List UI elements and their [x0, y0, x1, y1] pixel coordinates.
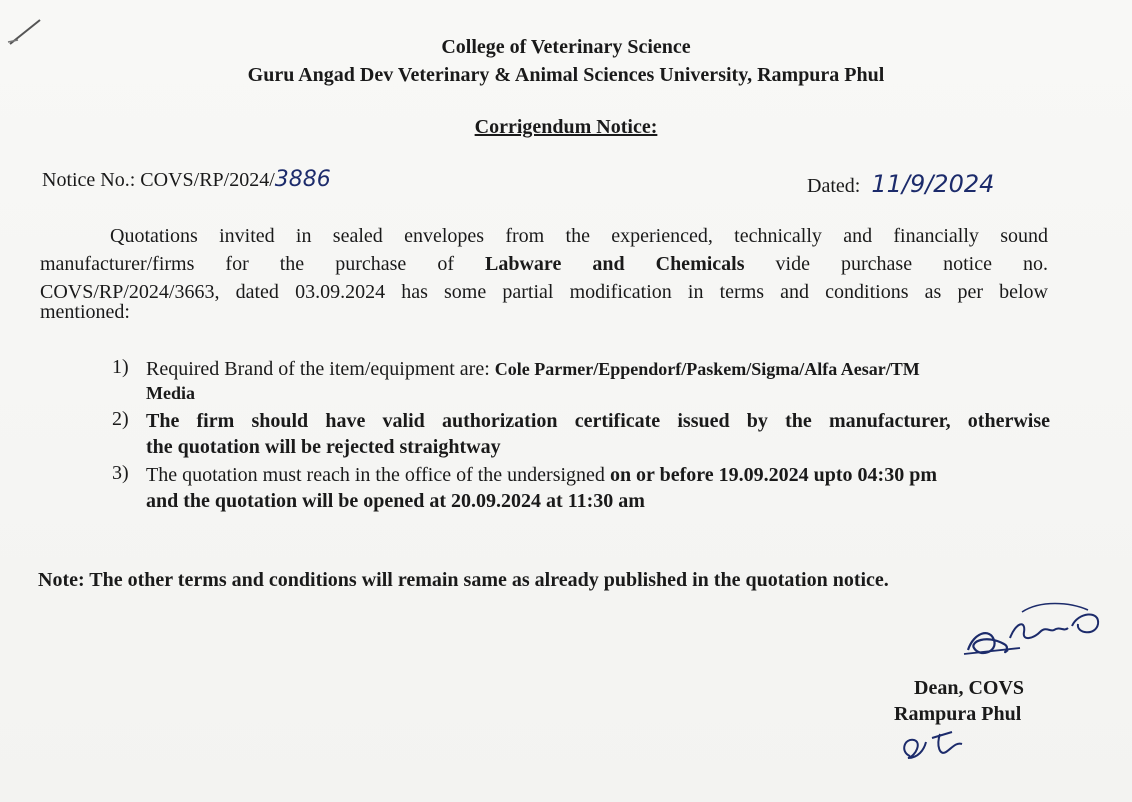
list-item [146, 462, 1050, 514]
list-item [146, 356, 1048, 404]
notice-number-handwritten: 3886 [274, 167, 331, 192]
brand-list: Cole Parmer/Eppendorf/Paskem/Sigma/Alfa Aesar/TM [494, 359, 920, 379]
signatory-designation: Dean, COVS [914, 677, 1025, 699]
page-title: Corrigendum Notice: [474, 116, 658, 138]
notice-date [807, 170, 994, 200]
intro-line-2 [40, 250, 1048, 278]
list-item-text: The quotation must reach in the office of the undersigned [146, 464, 605, 486]
list-item-text: Required Brand of the item/equipment are: [146, 358, 490, 380]
deadline-text: on or before 19.09.2024 upto 04:30 pm [609, 464, 937, 486]
intro-line-1: Quotations invited in sealed envelopes from the experienced, technically and financially sound [110, 225, 1048, 247]
signatory-place: Rampura Phul [894, 703, 1022, 725]
brand-list-cont: Media [146, 383, 195, 403]
list-item-text: The firm should have valid authorization certificate issued by the manufacturer, otherwise [146, 410, 1050, 432]
date-handwritten: 11/9/2024 [871, 170, 995, 198]
opening-text: and the quotation will be opened at 20.09.2024 at 11:30 am [146, 490, 645, 512]
notice-number [42, 166, 331, 194]
signature-icon [960, 598, 1110, 668]
list-number: 1) [112, 356, 129, 378]
intro-line-4: mentioned: [40, 301, 130, 323]
intro-line-3: COVS/RP/2024/3663, dated 03.09.2024 has some partial modification in terms and conditions as per below [40, 281, 1048, 303]
list-item [146, 408, 1050, 460]
list-number: 2) [112, 408, 129, 430]
college-name: College of Veterinary Science [441, 36, 691, 58]
date-label: Dated: [807, 175, 861, 197]
initials-icon [896, 722, 976, 766]
university-name: Guru Angad Dev Veterinary & Animal Sciences University, Rampura Phul [247, 64, 885, 86]
intro-line-2b: vide purchase notice no. [775, 253, 1048, 275]
list-item-text-cont: the quotation will be rejected straightway [146, 436, 501, 458]
intro-item-name: Labware and Chemicals [485, 253, 745, 275]
intro-line-2a: manufacturer/firms for the purchase of [40, 253, 454, 275]
list-number: 3) [112, 462, 129, 484]
notice-number-label: Notice No.: COVS/RP/2024/ [42, 169, 275, 191]
note-text: Note: The other terms and conditions will remain same as already published in the quotation notice. [38, 569, 889, 591]
